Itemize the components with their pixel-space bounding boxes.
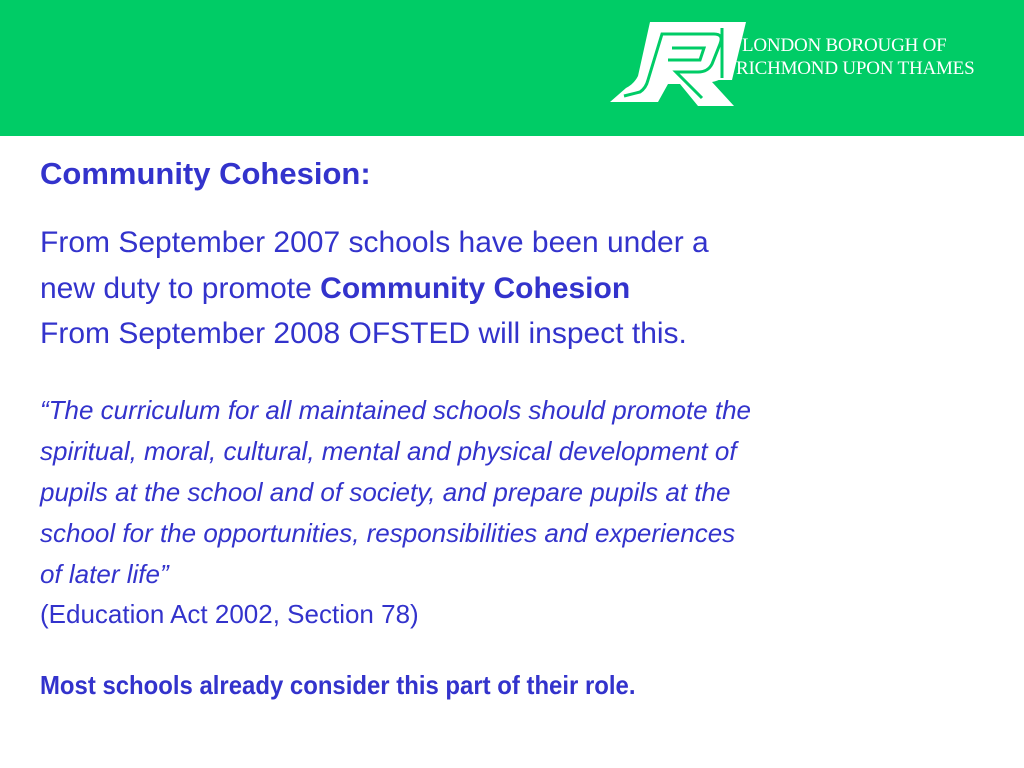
quote-line: of later life” (40, 559, 169, 589)
richmond-r-logo-icon (606, 18, 746, 110)
legal-quote (40, 390, 751, 595)
org-name-line-2: RICHMOND UPON THAMES (736, 58, 975, 79)
quote-citation: (Education Act 2002, Section 78) (40, 599, 419, 629)
intro-line-3: From September 2008 OFSTED will inspect this. (40, 317, 687, 350)
closing-statement: Most schools already consider this part of their role. (40, 670, 636, 700)
organisation-name (736, 34, 974, 80)
intro-line-1: From September 2007 schools have been under a (40, 226, 709, 259)
intro-line-2-text: new duty to promote (40, 271, 321, 305)
quote-line: “The curriculum for all maintained schools should promote the (40, 395, 752, 425)
quote-line: school for the opportunities, responsibilities and experiences (40, 518, 736, 548)
org-name-line-1: LONDON BOROUGH OF (742, 35, 947, 56)
quote-line: spiritual, moral, cultural, mental and physical development of (40, 436, 737, 466)
intro-line-2 (40, 266, 709, 312)
intro-emphasis: Community Cohesion (320, 271, 631, 305)
quote-line: pupils at the school and of society, and prepare pupils at the (40, 477, 731, 507)
header-band (0, 0, 1024, 136)
slide-title: Community Cohesion: (40, 156, 371, 191)
intro-paragraph (40, 220, 709, 357)
